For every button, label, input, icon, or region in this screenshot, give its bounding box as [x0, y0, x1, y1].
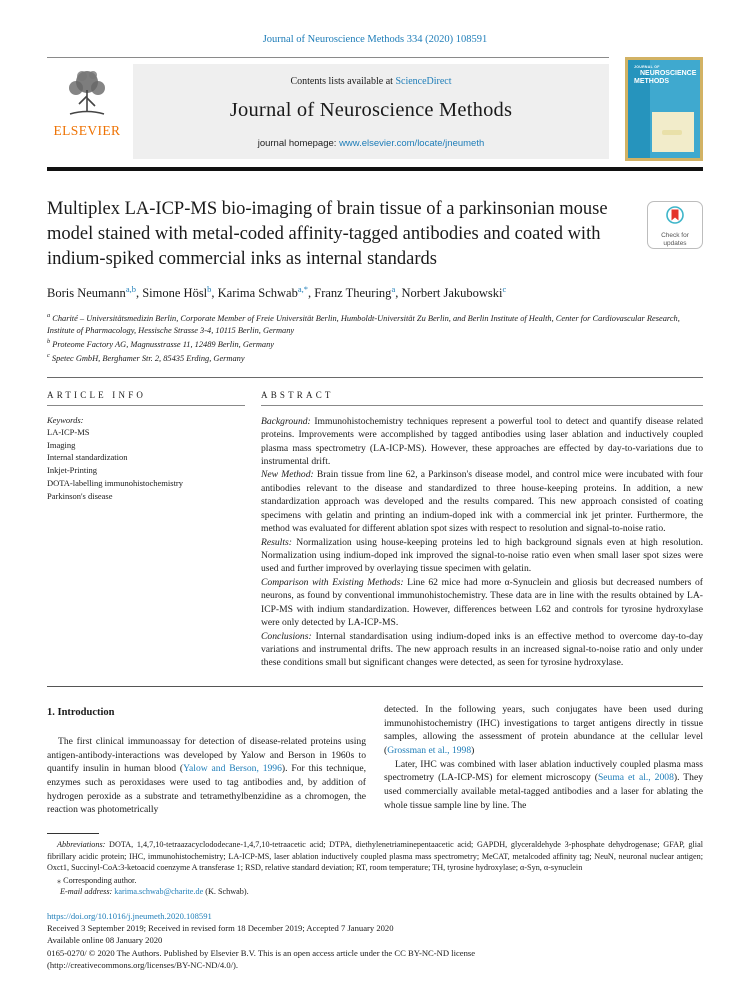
journal-cover-thumbnail[interactable] [625, 57, 703, 161]
cover-line1: JOURNAL OF [634, 65, 660, 69]
keyword-item: LA-ICP-MS [47, 426, 90, 437]
keyword-item: Imaging [47, 439, 76, 450]
inline-citation-link[interactable]: karima.schwab@charite.de [114, 887, 204, 897]
text-segment: ) [471, 744, 475, 756]
affiliation-item [47, 351, 703, 365]
abstract-heading: ABSTRACT [261, 389, 334, 400]
check-for-updates-badge[interactable] [647, 201, 703, 249]
journal-title: Journal of Neuroscience Methods [229, 99, 513, 121]
abstract-paragraph [261, 415, 703, 469]
intro-heading: 1. Introduction [47, 706, 115, 718]
title-row [47, 197, 703, 272]
text-segment: The first clinical immunoassay for detection of disease-related proteins using antigen-antibody-interactions was developed by Yalow and Berson in 1960s to quantify insulin in human blood ( [47, 735, 366, 775]
header-main [47, 57, 609, 159]
abstract-paragraph-label: Comparison with Existing Methods: [261, 576, 404, 588]
journal-citation: Journal of Neuroscience Methods 334 (2020) 108591 [262, 34, 488, 45]
elsevier-wordmark: ELSEVIER [53, 123, 121, 138]
check-for-updates-label: Check for updates [661, 232, 689, 248]
homepage-link[interactable]: www.elsevier.com/locate/jneumeth [339, 138, 485, 149]
text-segment: DOTA, 1,4,7,10-tetraazacyclododecane-1,4,7,10-tetraacetic acid; DTPA, diethylenetriaminepentaacetic acid; GAPDH, glyceraldehyde 3-phosphate dehydrogenase; GFAP, glial fibrillary acidic protein; IHC, immunohistochemistry; LA-ICP-MS, laser ablation inductively coupled plasma mass spectrometry; MeCAT, metalcoded affinity tag; NeuN, neuronal nuclear antigen; Oxct1, Succinyl-CoA:3-ketoacid coenzyme A transferase 1; RSD, relative standard deviation; RT, room temperature; TH, tyrosine hydroxylase; α-Syn, α-synuclein [47, 840, 703, 873]
abstract-paragraph-text: Normalization using house-keeping proteins led to high background signals even at high resolution. Normalization using indium-doped ink improved the signal-to-noise ratio even when small laser spot sizes were used and further improved by overlaying tissue specimen with gelatin. [261, 536, 703, 575]
abstract-paragraph-text: Internal standardisation using indium-doped inks is an effective method to overcome day-to-day variations and instrumental drifts. The new approach results in an increased signal-to-noise ratio and only under these conditions small but significant changes were detected, as seen for tyrosine hydroxylase. [261, 630, 703, 669]
info-abstract-section [47, 378, 703, 687]
abstract-paragraph [261, 630, 703, 670]
article-footer [47, 910, 703, 972]
cover-line3: METHODS [634, 77, 669, 85]
license-line2: (http://creativecommons.org/licenses/BY-NC-ND/4.0/). [47, 960, 239, 971]
sciencedirect-link[interactable]: ScienceDirect [395, 76, 452, 87]
author-name: Karima Schwab [217, 286, 298, 301]
author-affiliation-sup: c [502, 284, 507, 295]
author-name: Boris Neumann [47, 286, 126, 301]
affiliation-sup: b [47, 337, 51, 345]
author-name: Norbert Jakubowski [401, 286, 503, 301]
article-info-rule [47, 405, 245, 406]
abstract-paragraph-label: Results: [261, 536, 292, 548]
crossmark-bookmark-icon [666, 213, 684, 230]
intro-left-paragraphs [47, 735, 366, 817]
text-segment: detected. In the following years, such conjugates have been used during immunohistochemistry (IHC) investigations to target antigens directly in tissue samples, allowing the assessment of protein abundance at the cellular level ( [384, 703, 703, 756]
text-segment: ). For this technique, enzymes such as peroxidases were used to tag antibodies and, by addition of hydrogen peroxide as a substrate and tetramethylbenzidine as a chromogen, the reaction was photometrically [47, 763, 366, 816]
abstract-paragraph-label: Background: [261, 415, 311, 427]
abstract-paragraph [261, 576, 703, 630]
keyword-item: DOTA-labelling immunohistochemistry [47, 477, 184, 488]
intro-right-paragraphs [384, 703, 703, 813]
doi-link[interactable]: https://doi.org/10.1016/j.jneumeth.2020.108591 [47, 910, 212, 921]
cover-line2: NEUROSCIENCE [640, 69, 697, 77]
author-affiliation-sup: a [391, 284, 396, 295]
affiliation-list [47, 311, 703, 365]
abstract-paragraph-text: Line 62 mice had more α-Synuclein and gliosis but decreased numbers of neurons, as found by conventional immunohistochemistry. These data are in line with the results obtained by LA-ICP-MS with indium standardization. However, differences between L62 and controls for tyrosine hydroxylase were only detected by LA-ICP-MS. [261, 576, 703, 629]
footnotes [47, 833, 703, 897]
text-segment: (K. Schwab). [203, 887, 249, 897]
author-affiliation-sup: b [207, 284, 212, 295]
inline-citation-link[interactable]: Seuma et al., 2008 [597, 772, 674, 784]
abstract-rule [261, 405, 703, 406]
author-name: Simone Hösl [142, 286, 208, 301]
elsevier-logo[interactable] [47, 64, 127, 159]
keyword-item: Parkinson's disease [47, 490, 113, 501]
keyword-item: Internal standardization [47, 452, 128, 463]
author-affiliation-sup: a,* [297, 284, 308, 295]
keywords-label: Keywords: [47, 414, 84, 425]
contents-prefix: Contents lists available at [290, 76, 396, 87]
email-note [47, 886, 703, 897]
affiliation-text: Proteome Factory AG, Magnusstrasse 11, 12489 Berlin, Germany [50, 339, 275, 349]
abstract-paragraph-text: Brain tissue from line 62, a Parkinson's disease model, and control mice were incubated with four antibodies relevant to the disease and standardized to three house-keeping proteins. In addition, a new standardization approach was developed and the results compared. This new approach consisted of coating specimens with gelatin and printing an indium-doped ink with a commercial ink jet printer. Furthermore, the method was evaluated for different ablation spot sizes with respect to resolution and signal-to-noise ratio. [261, 469, 703, 535]
cover-image-area [652, 112, 694, 152]
article-title: Multiplex LA-ICP-MS bio-imaging of brain tissue of a parkinsonian mouse model stained with metal-coded affinity-tagged antibodies and coated with indium-spiked commercial inks as internal standards [47, 199, 608, 270]
keyword-list [47, 426, 245, 503]
text-segment: Later, IHC was combined with laser ablation inductively coupled plasma mass spectrometry (LA-ICP-MS) for element microscopy ( [384, 758, 703, 784]
abstract-paragraph-label: New Method: [261, 469, 314, 481]
cover-text [628, 60, 700, 85]
available-online: Available online 08 January 2020 [47, 935, 163, 946]
license-line1: 0165-0270/ © 2020 The Authors. Published by Elsevier B.V. This is an open access article under the CC BY-NC-ND license [47, 947, 476, 958]
text-segment: ). They used commercially available metal-tagged antibodies and a laser for ablating the whole tissue sample line by line. The [384, 772, 704, 811]
affiliation-sup: c [47, 351, 50, 359]
header-divider-bar [47, 167, 703, 171]
body-paragraph [384, 703, 703, 758]
affiliation-sup: a [47, 311, 51, 319]
inline-citation-link[interactable]: Grossman et al., 1998 [387, 744, 472, 756]
intro-right-column [384, 703, 703, 817]
affiliation-item [47, 337, 703, 351]
homepage-prefix: journal homepage: [257, 138, 340, 149]
journal-banner [133, 64, 609, 159]
footnote-rule [47, 833, 99, 834]
affiliation-text: Charité – Universitätsmedizin Berlin, Corporate Member of Freie Universität Berlin, Humboldt-Universität Zu Berlin, and Berlin Institute of Health, Center for Cardiovascular Research, Institute of Pharmacology, Hessische Strasse 3-4, 10115 Berlin, Germany [47, 313, 680, 335]
article-info-column [47, 390, 245, 670]
cover-image-mark [662, 130, 682, 135]
intro-left-column [47, 703, 366, 817]
author-affiliation-sup: a,b [125, 284, 136, 295]
body-paragraph [47, 735, 366, 817]
author-list: Boris Neumann$^{a,b}$, Simone Hösl$^b$, Karima Schwab$^{a,*}$, Franz Theuring$^a$, Norbert Jakubowski$^c$ [47, 284, 507, 301]
inline-citation-link[interactable]: Yalow and Berson, 1996 [183, 763, 282, 775]
abstract-paragraph-text: Immunohistochemistry techniques represent a powerful tool to detect and quantify disease related proteins. Improvements were accomplished by tagged antibodies using laser ablation and inductively coupled plasma mass spectrometry (LA-ICP-MS). However, these approaches are effected by day-to-variations due to instrumental drift. [261, 415, 703, 468]
introduction-section [47, 687, 703, 817]
abstract-column [261, 390, 703, 670]
received-dates: Received 3 September 2019; Received in revised form 18 December 2019; Accepted 7 January 2020 [47, 922, 394, 933]
abstract-paragraph [261, 468, 703, 535]
affiliation-text: Spetec GmbH, Berghamer Str. 2, 85435 Erding, Germany [49, 353, 245, 363]
contents-line [143, 76, 599, 87]
article-info-heading: ARTICLE INFO [47, 389, 147, 400]
homepage-line [143, 138, 599, 149]
abstract-paragraph [261, 536, 703, 576]
text-segment: Abbreviations: [57, 840, 106, 850]
elsevier-tree-icon [47, 66, 127, 122]
abstract-paragraphs [261, 415, 703, 670]
author-name: Franz Theuring [314, 286, 392, 301]
body-paragraph [384, 758, 703, 813]
abstract-paragraph-label: Conclusions: [261, 630, 312, 642]
keyword-item: Inkjet-Printing [47, 465, 98, 476]
corresponding-author-note: ⁎ Corresponding author. [57, 875, 137, 885]
affiliation-item [47, 311, 703, 337]
abbreviations-note [47, 839, 703, 873]
text-segment: E-mail address: [60, 887, 113, 897]
journal-header [47, 57, 703, 161]
